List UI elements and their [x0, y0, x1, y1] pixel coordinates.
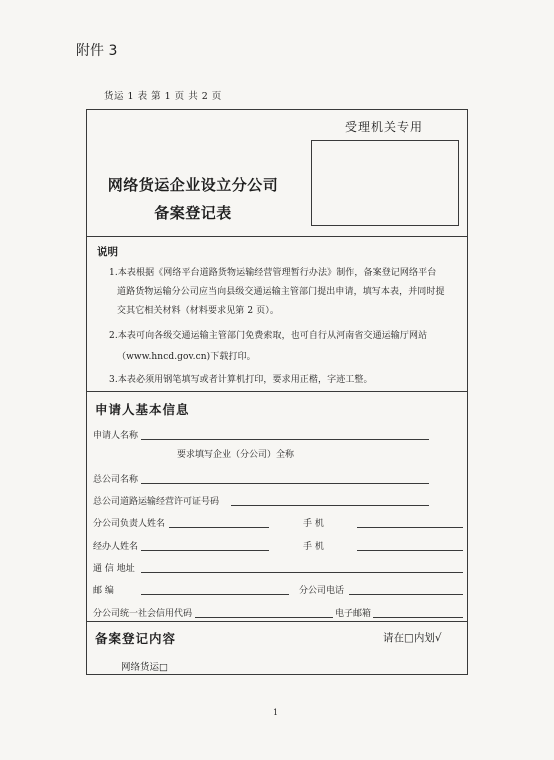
attachment-label: 附件 3 — [76, 43, 118, 59]
applicant-name-label: 申请人名称 — [93, 431, 139, 441]
email-label: 电子邮箱 — [335, 609, 372, 619]
credit-code-label: 分公司统一社会信用代码 — [93, 609, 193, 619]
office-use-box — [311, 140, 459, 226]
divider — [87, 391, 467, 392]
hq-name-field[interactable] — [141, 483, 429, 484]
note-line: 1.本表根据《网络平台道路货物运输经营管理暂行办法》制作，备案登记网络平台 — [109, 268, 437, 278]
filing-form — [86, 109, 468, 675]
branch-head-field[interactable] — [169, 527, 269, 528]
address-label: 通 信 地址 — [93, 564, 135, 574]
agent-name-field[interactable] — [141, 550, 269, 551]
applicant-name-hint: 要求填写企业（分公司）全称 — [177, 450, 295, 460]
branch-phone-label: 分公司电话 — [299, 586, 345, 596]
note-line: 2.本表可向各级交通运输主管部门免费索取，也可自行从河南省交通运输厅网站 — [109, 331, 428, 341]
email-field[interactable] — [373, 617, 463, 618]
divider — [87, 236, 467, 237]
notes-heading: 说明 — [97, 246, 118, 258]
applicant-heading: 申请人基本信息 — [95, 402, 190, 417]
note-line: 交其它相关材料（材料要求见第 2 页）。 — [117, 306, 279, 316]
note-line: 道路货物运输分公司应当向县级交通运输主管部门提出申请，填写本表，并同时提 — [117, 287, 445, 297]
divider — [87, 621, 467, 622]
address-field[interactable] — [141, 572, 463, 573]
hq-name-label: 总公司名称 — [93, 475, 139, 485]
note-line: 3.本表必须用钢笔填写或者计算机打印，要求用正楷，字迹工整。 — [109, 375, 373, 385]
agent-mobile-label: 手 机 — [303, 542, 324, 552]
agent-mobile-field[interactable] — [357, 550, 463, 551]
branch-head-mobile-field[interactable] — [357, 527, 463, 528]
check-instruction: 请在□内划√ — [383, 632, 442, 644]
applicant-name-field[interactable] — [141, 439, 429, 440]
branch-head-label: 分公司负责人姓名 — [93, 519, 166, 529]
form-title-line1: 网络货运企业设立分公司 — [107, 176, 279, 194]
filing-option-network-freight[interactable]: 网络货运□ — [121, 662, 168, 673]
branch-phone-field[interactable] — [349, 594, 463, 595]
credit-code-field[interactable] — [195, 617, 333, 618]
hq-license-field[interactable] — [231, 505, 429, 506]
page-info: 货运 1 表 第 1 页 共 2 页 — [104, 91, 222, 102]
form-title-line2: 备案登记表 — [154, 204, 232, 222]
postcode-label: 邮 编 — [93, 586, 114, 596]
filing-heading: 备案登记内容 — [95, 631, 177, 646]
branch-head-mobile-label: 手 机 — [303, 519, 324, 529]
hq-license-label: 总公司道路运输经营许可证号码 — [93, 497, 220, 507]
page-number: 1 — [273, 708, 279, 717]
note-line: （www.hncd.gov.cn)下载打印。 — [117, 352, 256, 362]
office-use-label: 受理机关专用 — [345, 120, 424, 134]
postcode-field[interactable] — [141, 594, 289, 595]
agent-name-label: 经办人姓名 — [93, 542, 139, 552]
